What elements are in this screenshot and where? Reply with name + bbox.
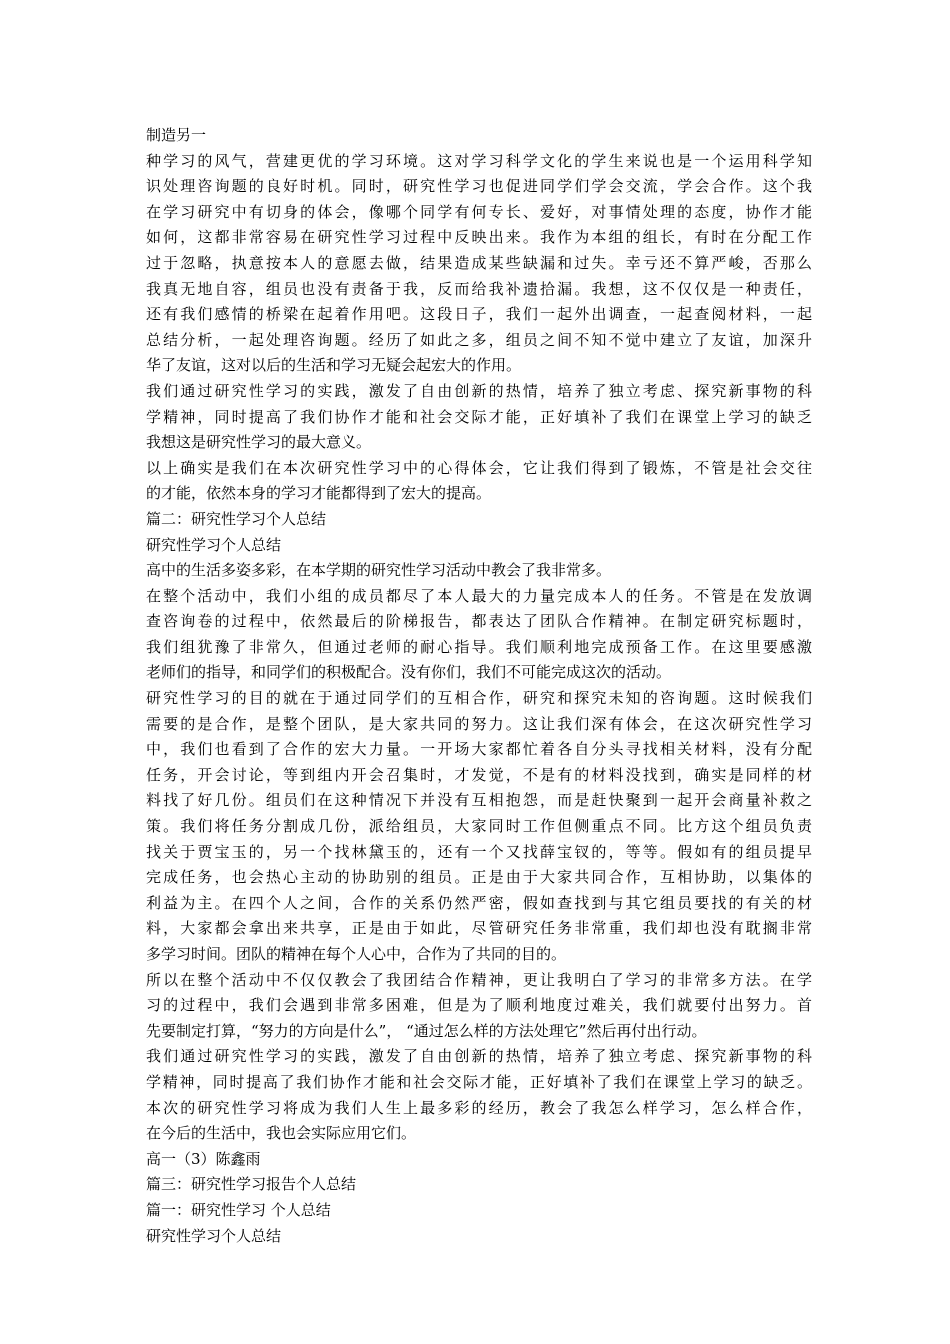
text-line: 我们通过研究性学习的实践，激发了自由创新的热情，培养了独立考虑、探究新事物的科: [146, 381, 812, 400]
text-line: 我真无地自容，组员也没有责备于我，反而给我补遗拾漏。我想，这不仅仅是一种责任，: [146, 279, 812, 298]
text-line: 老师们的指导，和同学们的积极配合。没有你们，我们不可能完成这次的活动。: [146, 663, 672, 682]
text-line: 识处理咨询题的良好时机。同时，研究性学习也促进同学们学会交流，学会合作。这个我: [146, 177, 812, 196]
text-line: 在整个活动中，我们小组的成员都尽了本人最大的力量完成本人的任务。不管是在发放调: [146, 586, 812, 605]
text-line: 篇三：研究性学习报告个人总结: [146, 1175, 357, 1194]
text-line: 完成任务，也会热心主动的协助别的组员。正是由于大家共同合作，互相协助，以集体的: [146, 868, 812, 887]
text-line: 如何，这都非常容易在研究性学习过程中反映出来。我作为本组的组长，有时在分配工作: [146, 228, 812, 247]
text-line: 还有我们感情的桥梁在起着作用吧。这段日子，我们一起外出调查，一起查阅材料，一起: [146, 305, 812, 324]
text-line: 在今后的生活中，我也会实际应用它们。: [146, 1124, 417, 1143]
text-line: 学精神，同时提高了我们协作才能和社会交际才能，正好填补了我们在课堂上学习的缺乏: [146, 407, 812, 426]
text-line: 种学习的风气，营建更优的学习环境。这对学习科学文化的学生来说也是一个运用科学知: [146, 151, 812, 170]
text-line: 任务，开会讨论，等到组内开会召集时，才发觉，不是有的材料没找到，确实是同样的材: [146, 765, 812, 784]
text-line: 多学习时间。团队的精神在每个人心中，合作为了共同的目的。: [146, 945, 567, 963]
text-line: 研究性学习个人总结: [146, 535, 282, 554]
text-line: 所以在整个活动中不仅仅教会了我团结合作精神，更让我明白了学习的非常多方法。在学: [146, 970, 812, 989]
text-line: 查咨询卷的过程中，依然最后的阶梯报告，都表达了团队合作精神。在制定研究标题时，: [146, 612, 812, 631]
text-line: 学精神，同时提高了我们协作才能和社会交际才能，正好填补了我们在课堂上学习的缺乏。: [146, 1072, 812, 1091]
text-line: 总结分析，一起处理咨询题。经历了如此之多，组员之间不知不觉中建立了友谊，加深升: [146, 330, 812, 349]
text-line: 篇二：研究性学习个人总结: [146, 509, 327, 528]
text-line: 本次的研究性学习将成为我们人生上最多彩的经历，教会了我怎么样学习，怎么样合作，: [146, 1098, 812, 1117]
text-line: 需要的是合作，是整个团队，是大家共同的努力。这让我们深有体会，在这次研究性学习: [146, 714, 812, 733]
text-line: 料找了好几份。组员们在这种情况下并没有互相抱怨，而是赶快聚到一起开会商量补救之: [146, 791, 812, 810]
document-page: [146, 123, 812, 1249]
text-line: 制造另一: [146, 126, 207, 144]
text-line: 先要制定打算，“努力的方向是什么”， “通过怎么样的方法处理它”然后再付出行动。: [146, 1021, 707, 1040]
text-line: 习的过程中，我们会遇到非常多困难，但是为了顺利地度过难关，我们就要付出努力。首: [146, 996, 812, 1015]
text-line: 研究性学习的目的就在于通过同学们的互相合作，研究和探究未知的咨询题。这时候我们: [146, 689, 812, 708]
text-line: 我们通过研究性学习的实践，激发了自由创新的热情，培养了独立考虑、探究新事物的科: [146, 1047, 812, 1066]
text-line: 找关于贾宝玉的，另一个找林黛玉的，还有一个又找薛宝钗的，等等。假如有的组员提早: [146, 842, 812, 861]
text-line: 我们组犹豫了非常久，但通过老师的耐心指导。我们顺利地完成预备工作。在这里要感激: [146, 637, 812, 656]
text-line: 以上确实是我们在本次研究性学习中的心得体会，它让我们得到了锻炼，不管是社会交往: [146, 458, 812, 477]
text-line: 利益为主。在四个人之间，合作的关系仍然严密，假如查找到与其它组员要找的有关的材: [146, 893, 812, 912]
text-line: 料，大家都会拿出来共享，正是由于如此，尽管研究任务非常重，我们却也没有耽搁非常: [146, 919, 812, 938]
text-line: 在学习研究中有切身的体会，像哪个同学有何专长、爱好，对事情处理的态度，协作才能: [146, 202, 812, 221]
text-line: 高一（3）陈鑫雨: [146, 1149, 261, 1168]
text-line: 我想这是研究性学习的最大意义。: [146, 433, 372, 452]
text-line: 过于忽略，执意按本人的意愿去做，结果造成某些缺漏和过失。幸亏还不算严峻，否那么: [146, 253, 812, 272]
text-line: 策。我们将任务分割成几份，派给组员，大家同时工作但侧重点不同。比方这个组员负责: [146, 817, 812, 836]
text-line: 高中的生活多姿多彩，在本学期的研究性学习活动中教会了我非常多。: [146, 561, 612, 580]
text-line: 中，我们也看到了合作的宏大力量。一开场大家都忙着各自分头寻找相关材料，没有分配: [146, 740, 812, 759]
text-line: 篇一：研究性学习 个人总结: [146, 1200, 331, 1219]
text-line: 华了友谊，这对以后的生活和学习无疑会起宏大的作用。: [146, 356, 522, 375]
text-line: 的才能，依然本身的学习才能都得到了宏大的提高。: [146, 484, 492, 503]
text-line: 研究性学习个人总结: [146, 1226, 282, 1245]
